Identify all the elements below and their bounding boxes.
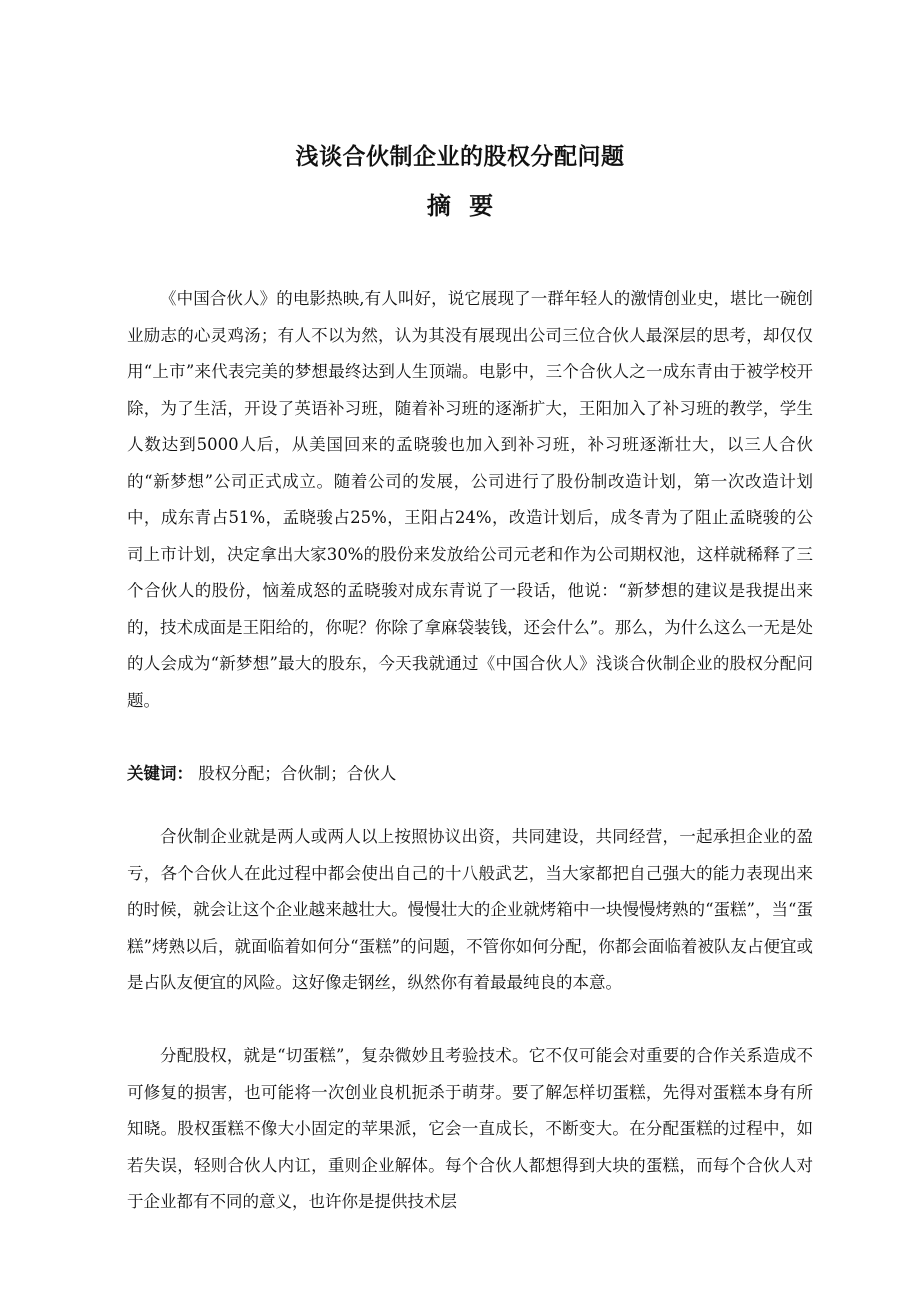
- keywords-label: 关键词：: [127, 764, 193, 783]
- body-paragraph-2: 分配股权，就是“切蛋糕”，复杂微妙且考验技术。它不仅可能会对重要的合作关系造成不可修复的损害，也可能将一次创业良机扼杀于萌芽。要了解怎样切蛋糕，先得对蛋糕本身有所知晓。股权蛋糕不像大小固定的苹果派，它会一直成长，不断变大。在分配蛋糕的过程中，如若失误，轻则合伙人内讧，重则企业解体。每个合伙人都想得到大块的蛋糕，而每个合伙人对于企业都有不同的意义，也许你是提供技术层: [127, 1046, 813, 1211]
- document-title: 浅谈合伙制企业的股权分配问题: [295, 144, 625, 170]
- keywords-line: [127, 756, 813, 792]
- body-paragraph-1: 合伙制企业就是两人或两人以上按照协议出资，共同建设，共同经营，一起承担企业的盈亏，各个合伙人在此过程中都会使出自己的十八般武艺，当大家都把自己强大的能力表现出来的时候，就会让这个企业越来越壮大。慢慢壮大的企业就烤箱中一块慢慢烤熟的“蛋糕”，当“蛋糕”烤熟以后，就面临着如何分“蛋糕”的问题，不管你如何分配，你都会面临着被队友占便宜或是占队友便宜的风险。这好像走钢丝，纵然你有着最最纯良的本意。: [127, 827, 813, 992]
- abstract-heading: 摘 要: [426, 192, 494, 220]
- keywords-value: 股权分配；合伙制；合伙人: [198, 764, 397, 783]
- abstract-paragraph: 《中国合伙人》的电影热映,有人叫好，说它展现了一群年轻人的激情创业史，堪比一碗创业励志的心灵鸡汤；有人不以为然，认为其没有展现出公司三位合伙人最深层的思考，却仅仅用“上市”来代表完美的梦想最终达到人生顶端。电影中，三个合伙人之一成东青由于被学校开除，为了生活，开设了英语补习班，随着补习班的逐渐扩大，王阳加入了补习班的教学，学生人数达到5000人后，从美国回来的孟晓骏也加入到补习班，补习班逐渐壮大，以三人合伙的“新梦想”公司正式成立。随着公司的发展，公司进行了股份制改造计划，第一次改造计划中，成东青占51%，孟晓骏占25%，王阳占24%，改造计划后，成冬青为了阻止孟晓骏的公司上市计划，决定拿出大家30%的股份来发放给公司元老和作为公司期权池，这样就稀释了三个合伙人的股份，恼羞成怒的孟晓骏对成东青说了一段话，他说：“新梦想的建议是我提出来的，技术成面是王阳给的，你呢？你除了拿麻袋装钱，还会什么”。那么，为什么这么一无是处的人会成为“新梦想”最大的股东，今天我就通过《中国合伙人》浅谈合伙制企业的股权分配问题。: [127, 289, 813, 710]
